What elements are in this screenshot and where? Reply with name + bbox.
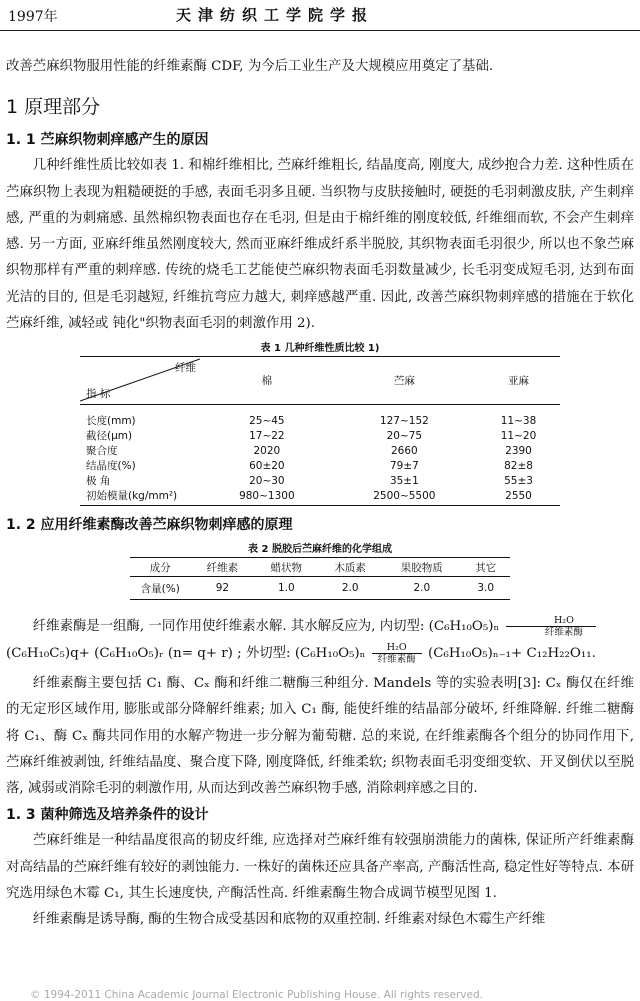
equation-text: (C₆H₁₀O₅)ₙ₋₁+ C₁₂H₂₂O₁₁. [428,645,596,661]
table-cell: 2660 [391,444,418,457]
table-cell: 聚合度 [86,445,118,458]
table-cell: 20~75 [386,429,423,442]
reaction-arrow [506,615,596,638]
header-year: 1997年 [8,9,58,25]
subsection-1-1-title: 1. 1 苎麻织物刺痒感产生的原因 [6,132,209,149]
table-2-column-header: 蜡状物 [254,558,318,577]
table-cell: 82±8 [504,459,533,472]
table-cell: 3.0 [461,577,510,600]
table-cell: 79±7 [389,459,419,472]
intro-line: 改善苎麻织物服用性能的纤维素酶 CDF, 为今后工业生产及大规模应用奠定了基础. [6,59,494,74]
table-2-column-header: 成分 [130,558,190,577]
subsection-1-1-paragraph: 几种纤维性质比较如表 1. 和棉纤维相比, 苎麻纤维粗长, 结晶度高, 刚度大, 成纱抱合力差. 这种性质在苎麻织物上表现为粗糙硬挺的手感, 表面毛羽多且硬. 当织物与皮肤接触时, 硬挺的毛羽刺激皮肤, 产生刺痒感, 严重的为刺痛感. 虽然棉织物表面也存在毛羽, 但是由于棉纤维的刚度较低, 纤维细而软, 不会产生刺痒感. 另一方面, 亚麻纤维虽然刚度较大, 然而亚麻纤维成纤系半脱胶, 其织物表面毛羽很少, 所以也不象苎麻织物那样有严重的刺痒感. 传统的烧毛工艺能使苎麻织物表面毛羽数量减少, 长毛羽变成短毛羽, 达到布面光洁的目的, 但是毛羽越短, 纤维抗弯应力越大, 刺痒感越严重. 因此, 改善苎麻织物刺痒感的措施在于软化苎麻纤维, 减轻或 钝化"织物表面毛羽的刺激作用 2). [6,158,634,332]
header-journal-title: 天津纺织工学院学报 [176,6,375,24]
table-row [80,488,560,506]
table-cell: 初始模量(kg/mm²) [80,488,202,506]
table-cell: 2.0 [318,577,382,600]
table-cell: 92 [190,577,254,600]
corner-bottom-label: 指 标 [86,388,111,401]
subsection-1-3-paragraph-2: 纤维素酶是诱导酶, 酶的生物合成受基因和底物的双重控制. 纤维素对绿色木霉生产纤维 [32,912,546,928]
table-cell: 极 角 [86,475,111,488]
table-cell: 长度(mm) [86,415,136,428]
table-cell: 25~45 [249,414,285,427]
table-cell: 2.0 [382,577,461,600]
table-cell: 2500~5500 [332,488,477,506]
reaction-arrow [372,642,422,665]
table-1-caption: 表 1 几种纤维性质比较 1) [260,343,380,355]
table-1-column-header: 棉 [202,357,332,405]
table-2 [130,557,510,600]
table-cell: 2020 [253,444,281,457]
equation-line-1 [6,614,634,640]
table-2-column-header: 果胶物质 [382,558,461,577]
table-cell: 11~38 [500,414,537,427]
table-cell: 1.0 [254,577,318,600]
subsection-1-3-paragraph: 苎麻纤维是一种结晶度很高的韧皮纤维, 应选择对苎麻纤维有较强崩溃能力的菌株, 保证所产纤维素酶对高结晶的苎麻纤维有较好的剥蚀能力. 一株好的菌株还应具备产率高, 产酶活性高, 稳定性好等特点. 本研究选用绿色木霉 C₁, 其生长速度快, 产酶活性高. 纤维素酶生物合成调节模型见图 1. [6,833,634,902]
table-cell: 含量(%) [130,577,190,600]
arrow-top-label: H₂O [553,615,574,627]
table-cell: 60±20 [249,459,285,472]
copyright-footer: © 1994-2011 China Academic Journal Electronic Publishing House. All rights reserved. [30,989,483,1001]
table-row [80,443,560,458]
table-cell: 17~22 [249,429,285,442]
table-cell: 35±1 [389,474,419,487]
subsection-1-3-title: 1. 3 菌种筛选及培养条件的设计 [6,807,209,824]
running-header [0,0,640,31]
table-row [80,458,560,473]
table-cell: 2390 [505,444,532,457]
equation-line-2 [6,641,634,667]
section-1-title: 1 原理部分 [6,96,101,119]
table-cell: 11~20 [500,429,537,442]
table-row [80,405,560,429]
table-1 [80,356,560,506]
table-cell: 980~1300 [202,488,332,506]
equation-text: (C₆H₁₀C₅)q+ (C₆H₁₀O₅)ᵣ (n= q+ r) ; 外切型: (C₆H₁₀O₅)ₙ [6,645,366,661]
table-1-column-header: 亚麻 [477,357,560,405]
table-2-caption: 表 2 脱胶后苎麻纤维的化学组成 [248,544,392,556]
arrow-bottom-label: 纤维素酶 [506,626,596,638]
table-row [80,428,560,443]
table-2-column-header: 其它 [461,558,510,577]
equation-text: 纤维素酶是一组酶, 一同作用使纤维素水解. 其水解反应为, 内切型: (C₆H₁₀O₅)ₙ [32,619,500,635]
corner-top-label: 纤维 [175,362,196,375]
table-2-column-header: 纤维素 [190,558,254,577]
table-row [80,473,560,488]
article-body [6,54,634,934]
table-cell: 2550 [477,488,560,506]
table-row [130,577,510,600]
subsection-1-2-paragraph: 纤维素酶主要包括 C₁ 酶、Cₓ 酶和纤维二糖酶三种组分. Mandels 等的实验表明[3]: Cₓ 酶仅在纤维的无定形区域作用, 膨胀或部分降解纤维素; 加入 C₁ 酶, 能使纤维的结晶部分破坏, 纤维降解. 纤维二糖酶将 C₁、酶 Cₓ 酶共同作用的水解产物进一步分解为葡萄糖. 总的来说, 在纤维素酶各个组分的协同作用下, 苎麻纤维被剥蚀, 纤维结晶度、聚合度下降, 刚度降低, 纤维柔软; 织物表面毛羽变细变软、开叉倒伏以至脱落, 减弱或消除毛羽的刺激作用, 从而达到改善苎麻织物手感, 消除刺痒感之目的. [6,675,634,797]
subsection-1-2-title: 1. 2 应用纤维素酶改善苎麻织物刺痒感的原理 [6,517,293,534]
table-cell: 127~152 [379,414,429,427]
table-1-corner-cell [80,357,202,405]
table-cell: 结晶度(%) [86,460,136,473]
table-2-column-header: 木质素 [318,558,382,577]
table-cell: 截径(μm) [86,430,133,443]
table-cell: 55±3 [504,474,533,487]
table-1-column-header: 苎麻 [332,357,477,405]
arrow-top-label: H₂O [386,641,407,653]
table-cell: 20~30 [249,474,285,487]
arrow-bottom-label: 纤维素酶 [372,653,422,665]
